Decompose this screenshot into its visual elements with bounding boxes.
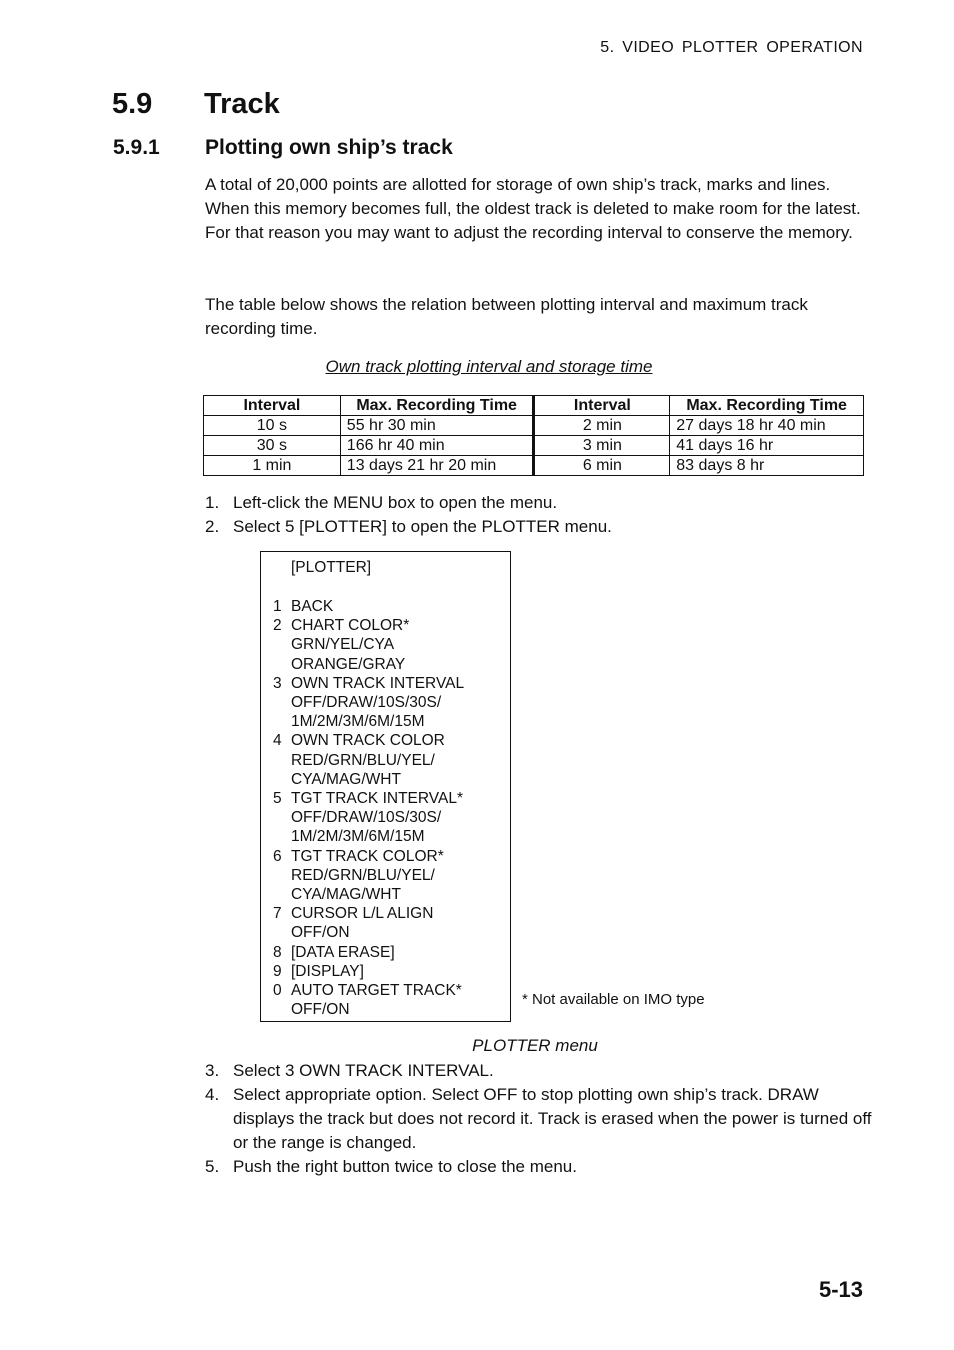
menu-item-key: 6 <box>273 847 282 865</box>
menu-item-options: CYA/MAG/WHT <box>291 886 401 904</box>
section-number: 5.9 <box>112 88 153 120</box>
menu-item-options: CYA/MAG/WHT <box>291 770 401 788</box>
table-header-cell: Interval <box>204 396 341 416</box>
menu-item-options: OFF/ON <box>291 1001 350 1019</box>
menu-item-auto-target-track <box>273 981 464 1019</box>
menu-item-label: CHART COLOR* <box>291 617 410 635</box>
running-header: 5. VIDEO PLOTTER OPERATION <box>600 39 863 56</box>
step-text: Select appropriate option. Select OFF to stop plotting own ship’s track. DRAW displays the track but does not record it. Track is erased when the power is turned off or the range is changed. <box>233 1085 872 1152</box>
menu-item-options: RED/GRN/BLU/YEL/ <box>291 866 435 884</box>
table-header-cell: Max. Recording Time <box>670 396 864 416</box>
table-cell: 2 min <box>534 416 670 436</box>
menu-item-label: AUTO TARGET TRACK* <box>291 982 462 1000</box>
menu-footnote: * Not available on IMO type <box>522 991 705 1008</box>
subsection-title: Plotting own ship’s track <box>205 136 453 159</box>
menu-item-key: 0 <box>273 982 282 1000</box>
table-cell: 13 days 21 hr 20 min <box>340 456 534 476</box>
table-row <box>204 456 864 476</box>
table-row <box>204 436 864 456</box>
menu-title: [PLOTTER] <box>291 559 372 576</box>
menu-item-data-erase <box>273 943 464 962</box>
interval-storage-table <box>203 395 864 476</box>
table-row <box>204 416 864 436</box>
table-cell: 166 hr 40 min <box>340 436 534 456</box>
table-intro-paragraph: The table below shows the relation between plotting interval and maximum track recording time. <box>205 295 808 338</box>
menu-item-key: 4 <box>273 732 282 750</box>
menu-item-label: TGT TRACK INTERVAL* <box>291 790 463 808</box>
menu-list <box>273 597 464 1019</box>
table-header-cell: Interval <box>534 396 670 416</box>
menu-item-chart-color <box>273 616 464 674</box>
menu-item-label: [DISPLAY] <box>291 962 364 980</box>
menu-item-label: BACK <box>291 598 334 615</box>
menu-item-tgt-track-interval <box>273 789 464 847</box>
menu-item-tgt-track-color <box>273 847 464 905</box>
menu-item-key: 8 <box>273 943 282 961</box>
menu-item-key: 2 <box>273 617 282 635</box>
menu-item-label: OWN TRACK COLOR <box>291 732 445 750</box>
menu-item-cursor-align <box>273 904 464 942</box>
step-item <box>205 1059 873 1083</box>
page-number: 5-13 <box>818 1277 863 1302</box>
step-text: Left-click the MENU box to open the menu. <box>233 493 558 512</box>
menu-item-options: OFF/DRAW/10S/30S/ <box>291 694 442 712</box>
menu-item-label: OWN TRACK INTERVAL <box>291 674 465 692</box>
subsection-number: 5.9.1 <box>113 136 160 159</box>
menu-item-key: 1 <box>273 598 282 615</box>
step-number: 4. <box>205 1085 220 1104</box>
menu-item-back <box>273 597 464 616</box>
menu-item-options: 1M/2M/3M/6M/15M <box>291 828 425 846</box>
menu-item-key: 5 <box>273 790 282 808</box>
step-item <box>205 515 873 539</box>
table-header-row <box>204 396 864 416</box>
menu-item-options: ORANGE/GRAY <box>291 655 406 673</box>
table-cell: 6 min <box>534 456 670 476</box>
table-cell: 55 hr 30 min <box>340 416 534 436</box>
step-number: 2. <box>205 517 220 536</box>
table-cell: 41 days 16 hr <box>670 436 864 456</box>
section-title: Track <box>204 88 280 120</box>
step-number: 5. <box>205 1157 220 1176</box>
table-caption: Own track plotting interval and storage time <box>325 357 653 376</box>
menu-item-own-track-interval <box>273 674 464 732</box>
table-cell: 27 days 18 hr 40 min <box>670 416 864 436</box>
menu-item-options: RED/GRN/BLU/YEL/ <box>291 751 435 769</box>
table-cell: 3 min <box>534 436 670 456</box>
menu-item-key: 7 <box>273 905 282 923</box>
menu-item-label: CURSOR L/L ALIGN <box>291 905 434 923</box>
menu-caption: PLOTTER menu <box>472 1036 598 1055</box>
menu-item-own-track-color <box>273 731 464 789</box>
step-text: Select 3 OWN TRACK INTERVAL. <box>233 1061 494 1080</box>
menu-item-label: TGT TRACK COLOR* <box>291 847 444 865</box>
plotter-menu-box <box>260 551 511 1022</box>
table-cell: 30 s <box>204 436 341 456</box>
table-header-cell: Max. Recording Time <box>340 396 534 416</box>
menu-item-key: 9 <box>273 962 282 980</box>
step-text: Push the right button twice to close the menu. <box>233 1157 577 1176</box>
step-item <box>205 1083 873 1155</box>
step-number: 3. <box>205 1061 220 1080</box>
menu-item-options: GRN/YEL/CYA <box>291 636 395 654</box>
menu-item-key: 3 <box>273 674 282 692</box>
intro-paragraph: A total of 20,000 points are allotted for storage of own ship’s track, marks and lines. When this memory becomes full, the oldest track is deleted to make room for the latest. For that reason you may want to adjust the recording interval to conserve the memory. <box>205 175 861 242</box>
menu-item-options: OFF/DRAW/10S/30S/ <box>291 809 442 827</box>
step-text: Select 5 [PLOTTER] to open the PLOTTER menu. <box>233 517 612 536</box>
steps-list-after <box>205 1059 873 1179</box>
menu-item-options: OFF/ON <box>291 924 350 942</box>
steps-list-before <box>205 491 873 539</box>
table-cell: 10 s <box>204 416 341 436</box>
step-item <box>205 491 873 515</box>
table-cell: 1 min <box>204 456 341 476</box>
menu-item-display <box>273 962 464 981</box>
menu-item-label: [DATA ERASE] <box>291 943 395 961</box>
menu-item-options: 1M/2M/3M/6M/15M <box>291 713 425 731</box>
step-item <box>205 1155 873 1179</box>
step-number: 1. <box>205 493 220 512</box>
table-cell: 83 days 8 hr <box>670 456 864 476</box>
